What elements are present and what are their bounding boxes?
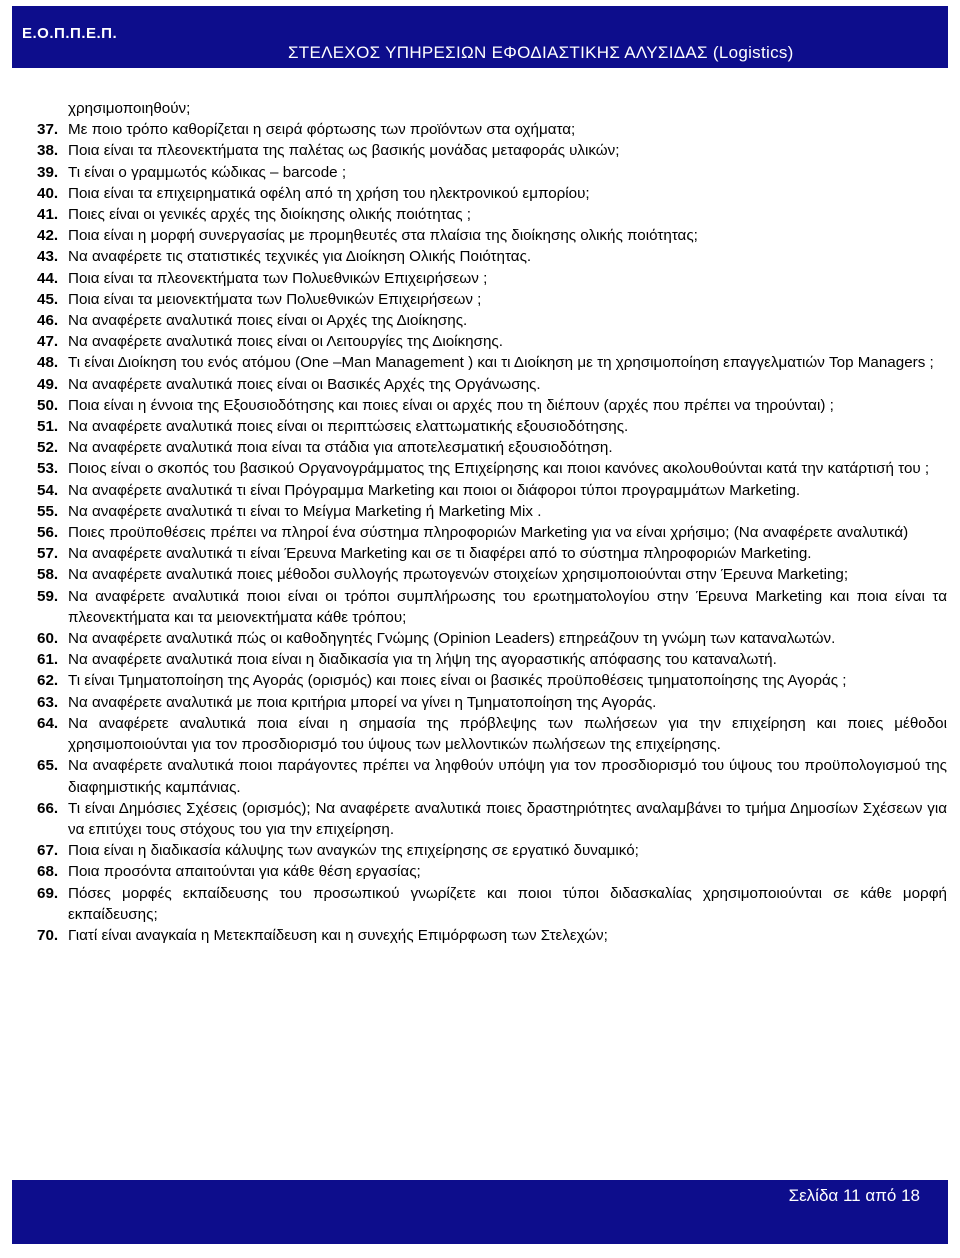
- item-text: Τι είναι Τμηματοποίηση της Αγοράς (ορισμός) και ποιες είναι οι βασικές προϋποθέσεις τμηματοποίησης της Αγοράς ;: [68, 672, 847, 690]
- item-number: 60.: [37, 630, 59, 648]
- list-item: [37, 713, 947, 755]
- item-number: 40.: [37, 184, 59, 202]
- item-text: Να αναφέρετε αναλυτικά πώς οι καθοδηγητές Γνώμης (Opinion Leaders) επηρεάζουν τη γνώμη των καταναλωτών.: [68, 630, 836, 648]
- item-text: Τι είναι Διοίκηση του ενός ατόμου (One –Man Management ) και τι Διοίκηση με τη χρησιμοποίηση επαγγελματιών Top Managers ;: [68, 354, 934, 372]
- list-item-continuation: [37, 98, 947, 119]
- list-item: [37, 628, 947, 649]
- list-item: [37, 883, 947, 925]
- item-text: Με ποιο τρόπο καθορίζεται η σειρά φόρτωσης των προϊόντων στα οχήματα;: [68, 121, 576, 139]
- item-text: Να αναφέρετε αναλυτικά ποιες είναι οι Βασικές Αρχές της Οργάνωσης.: [68, 375, 541, 393]
- item-text: Ποιος είναι ο σκοπός του βασικού Οργανογράμματος της Επιχείρησης και ποιοι κανόνες ακολουθούνται κατά την κατάρτισή του ;: [68, 460, 930, 478]
- list-item: [37, 840, 947, 861]
- list-item: [37, 798, 947, 840]
- list-item: [37, 543, 947, 564]
- item-text: Ποια είναι η μορφή συνεργασίας με προμηθευτές στα πλαίσια της διοίκησης ολικής ποιότητας;: [68, 227, 698, 245]
- item-number: 56.: [37, 524, 59, 542]
- list-item: [37, 374, 947, 395]
- item-text: Πόσες μορφές εκπαίδευσης του προσωπικού γνωρίζετε και ποιοι τύποι διδασκαλίας χρησιμοποιούνται σε κάθε μορφή εκπαίδευσης;: [68, 884, 947, 923]
- list-item: [37, 437, 947, 458]
- item-number: 62.: [37, 672, 59, 690]
- item-text: Να αναφέρετε αναλυτικά ποιες είναι οι περιπτώσεις ελαττωματικής εξουσιοδότησης.: [68, 418, 629, 436]
- item-number: 44.: [37, 269, 59, 287]
- item-number: 47.: [37, 333, 59, 351]
- item-number: 45.: [37, 290, 59, 308]
- item-number: 63.: [37, 693, 59, 711]
- item-number: 42.: [37, 227, 59, 245]
- item-number: 43.: [37, 248, 59, 266]
- list-item: [37, 458, 947, 479]
- item-number: 51.: [37, 418, 59, 436]
- organization-name: Ε.Ο.Π.Π.Ε.Π.: [22, 25, 118, 42]
- list-item: [37, 925, 947, 946]
- page-footer: [12, 1180, 948, 1244]
- list-item: [37, 501, 947, 522]
- list-item: [37, 670, 947, 691]
- item-text: Τι είναι Δημόσιες Σχέσεις (ορισμός); Να αναφέρετε αναλυτικά ποιες δραστηριότητες αναλαμβάνει το τμήμα Δημοσίων Σχέσεων για να επιτύχει τους στόχους του για την επιχείρηση.: [68, 799, 947, 838]
- item-number: 54.: [37, 481, 59, 499]
- list-item: [37, 183, 947, 204]
- page-number: Σελίδα 11 από 18: [788, 1186, 920, 1205]
- item-text: Να αναφέρετε αναλυτικά ποια είναι τα στάδια για αποτελεσματική εξουσιοδότηση.: [68, 439, 613, 457]
- item-number: 57.: [37, 545, 59, 563]
- list-item: [37, 480, 947, 501]
- item-number: 67.: [37, 842, 59, 860]
- item-text: Ποια είναι τα επιχειρηματικά οφέλη από τη χρήση του ηλεκτρονικού εμπορίου;: [68, 184, 590, 202]
- item-number: 38.: [37, 142, 59, 160]
- item-number: 49.: [37, 375, 59, 393]
- item-text: Τι είναι ο γραμμωτός κώδικας – barcode ;: [68, 163, 347, 181]
- list-item: [37, 289, 947, 310]
- list-item: [37, 331, 947, 352]
- item-number: 48.: [37, 354, 59, 372]
- item-text: Να αναφέρετε αναλυτικά με ποια κριτήρια μπορεί να γίνει η Τμηματοποίηση της Αγοράς.: [68, 693, 657, 711]
- item-number: 53.: [37, 460, 59, 478]
- item-number: 59.: [37, 587, 59, 605]
- list-item: [37, 564, 947, 585]
- item-number: 61.: [37, 651, 59, 669]
- item-text: Να αναφέρετε αναλυτικά τι είναι το Μείγμα Marketing ή Marketing Mix .: [68, 502, 542, 520]
- list-item: [37, 755, 947, 797]
- item-number: 58.: [37, 566, 59, 584]
- question-list: [37, 98, 947, 946]
- item-text: Ποια είναι η διαδικασία κάλυψης των αναγκών της επιχείρησης σε εργατικό δυναμικό;: [68, 842, 639, 860]
- item-number: 46.: [37, 312, 59, 330]
- list-item: [37, 416, 947, 437]
- item-text: Να αναφέρετε αναλυτικά ποιοι είναι οι τρόποι συμπλήρωσης του ερωτηματολογίου στην Έρευνα Marketing και ποια είναι τα πλεονεκτήματα και τα μειονεκτήματα κάθε τρόπου;: [68, 587, 947, 626]
- list-item: [37, 586, 947, 628]
- item-text: Να αναφέρετε αναλυτικά ποια είναι η διαδικασία για τη λήψη της αγοραστικής απόφασης του καταναλωτή.: [68, 651, 777, 669]
- item-number: 55.: [37, 502, 59, 520]
- list-item: [37, 268, 947, 289]
- item-text: Να αναφέρετε αναλυτικά ποια είναι η σημασία της πρόβλεψης των πωλήσεων για την επιχείρηση και ποιες μέθοδοι χρησιμοποιούνται για τον προσδιορισμό του ύψους των μελλοντικών πωλήσεων της επιχείρησης.: [68, 714, 947, 754]
- list-item: [37, 692, 947, 713]
- item-text: Να αναφέρετε αναλυτικά τι είναι Έρευνα Marketing και σε τι διαφέρει από το σύστημα πληροφοριών Marketing.: [68, 545, 812, 563]
- list-item: [37, 861, 947, 882]
- item-text: Ποια προσόντα απαιτούνται για κάθε θέση εργασίας;: [68, 863, 421, 881]
- item-number: 37.: [37, 121, 59, 139]
- item-number: 68.: [37, 863, 59, 881]
- document-title: ΣΤΕΛΕΧΟΣ ΥΠΗΡΕΣΙΩΝ ΕΦΟΔΙΑΣΤΙΚΗΣ ΑΛΥΣΙΔΑΣ (Logistics): [288, 43, 794, 62]
- item-number: 50.: [37, 396, 59, 414]
- page-header: [12, 6, 948, 68]
- item-number: 39.: [37, 163, 59, 181]
- list-item: [37, 225, 947, 246]
- item-text: Να αναφέρετε αναλυτικά ποιες είναι οι Αρχές της Διοίκησης.: [68, 312, 468, 330]
- list-item: [37, 162, 947, 183]
- item-text: Ποιες είναι οι γενικές αρχές της διοίκησης ολικής ποιότητας ;: [68, 206, 472, 224]
- item-text: Γιατί είναι αναγκαία η Μετεκπαίδευση και η συνεχής Επιμόρφωση των Στελεχών;: [68, 926, 608, 944]
- item-text: Να αναφέρετε αναλυτικά ποιες είναι οι Λειτουργίες της Διοίκησης.: [68, 333, 503, 351]
- list-item: [37, 649, 947, 670]
- list-item: [37, 310, 947, 331]
- list-item: [37, 352, 947, 373]
- item-number: 41.: [37, 206, 59, 224]
- item-text: Να αναφέρετε τις στατιστικές τεχνικές για Διοίκηση Ολικής Ποιότητας.: [68, 248, 532, 266]
- list-item: [37, 204, 947, 225]
- list-item: [37, 395, 947, 416]
- list-item: [37, 119, 947, 140]
- list-item: [37, 246, 947, 267]
- item-number: 65.: [37, 757, 59, 775]
- item-text: Να αναφέρετε αναλυτικά ποιοι παράγοντες πρέπει να ληφθούν υπόψη για τον προσδιορισμό του ύψους του προϋπολογισμού της διαφημιστικής καμπάνιας.: [68, 757, 947, 796]
- item-text: Να αναφέρετε αναλυτικά ποιες μέθοδοι συλλογής πρωτογενών στοιχείων χρησιμοποιούνται στην Έρευνα Marketing;: [68, 566, 849, 584]
- item-number: 70.: [37, 926, 59, 944]
- list-item: [37, 522, 947, 543]
- list-item: [37, 140, 947, 161]
- item-number: 66.: [37, 799, 59, 817]
- item-number: 64.: [37, 714, 59, 732]
- item-text: Ποια είναι τα πλεονεκτήματα των Πολυεθνικών Επιχειρήσεων ;: [68, 269, 488, 287]
- continuation-text: χρησιμοποιηθούν;: [68, 100, 191, 117]
- item-number: 52.: [37, 439, 59, 457]
- item-number: 69.: [37, 884, 59, 902]
- item-text: Ποιες προϋποθέσεις πρέπει να πληροί ένα σύστημα πληροφοριών Marketing για να είναι χρήσιμο; (Να αναφέρετε αναλυτικά): [68, 524, 909, 542]
- item-text: Ποια είναι τα πλεονεκτήματα της παλέτας ως βασικής μονάδας μεταφοράς υλικών;: [68, 142, 620, 160]
- item-text: Να αναφέρετε αναλυτικά τι είναι Πρόγραμμα Marketing και ποιοι οι διάφοροι τύποι προγραμμάτων Marketing.: [68, 481, 801, 499]
- item-text: Ποια είναι η έννοια της Εξουσιοδότησης και ποιες είναι οι αρχές που τη διέπουν (αρχές που πρέπει να τηρούνται) ;: [68, 396, 834, 414]
- item-text: Ποια είναι τα μειονεκτήματα των Πολυεθνικών Επιχειρήσεων ;: [68, 290, 482, 308]
